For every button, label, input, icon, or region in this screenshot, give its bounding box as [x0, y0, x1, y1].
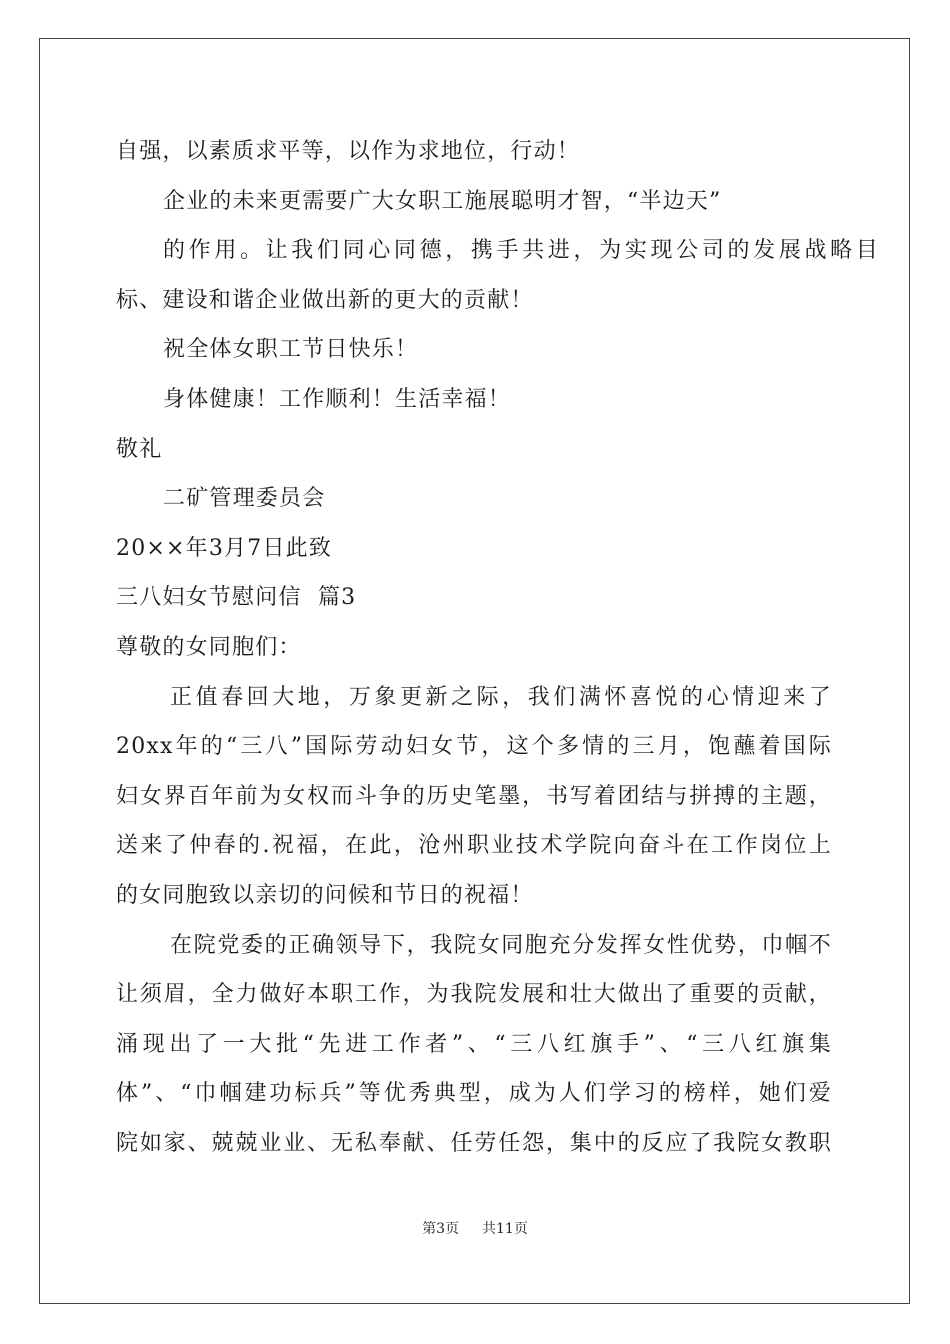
text-line: 妇女界百年前为女权而斗争的历史笔墨，书写着团结与拼搏的主题， [116, 783, 832, 809]
text-line: 送来了仲春的.祝福，在此，沧州职业技术学院向奋斗在工作岗位上 [116, 833, 832, 859]
text-line: 体”、“巾帼建功标兵”等优秀典型，成为人们学习的榜样，她们爱 [116, 1081, 832, 1107]
section-title: 三八妇女节慰问信 篇3 [116, 585, 357, 611]
signature-org: 二矿管理委员会 [163, 486, 326, 512]
text-line: 院如家、兢兢业业、无私奉献、任劳任怨，集中的反应了我院女教职 [116, 1130, 832, 1156]
signature-date: 20××年3月7日此致 [116, 535, 333, 561]
document-body [116, 127, 879, 1168]
text-line: 企业的未来更需要广大女职工施展聪明才智，“半边天” [163, 188, 722, 214]
page-number: 第3页 [422, 1221, 460, 1237]
text-line: 的女同胞致以亲切的问候和节日的祝福！ [116, 882, 534, 908]
total-pages: 共11页 [482, 1221, 528, 1237]
text-line: 的作用。让我们同心同德，携手共进，为实现公司的发展战略目 [163, 238, 879, 264]
text-line: 自强，以素质求平等，以作为求地位，行动！ [116, 139, 581, 164]
salutation: 敬礼 [116, 436, 163, 462]
text-line: 身体健康！工作顺利！生活幸福！ [163, 386, 512, 412]
text-line: 涌现出了一大批“先进工作者”、“三八红旗手”、“三八红旗集 [116, 1031, 832, 1057]
text-line: 标、建设和谐企业做出新的更大的贡献！ [116, 287, 534, 313]
text-line: 祝全体女职工节日快乐！ [163, 337, 419, 363]
text-line: 在院党委的正确领导下，我院女同胞充分发挥女性优势，巾帼不 [170, 932, 832, 958]
text-line: 20xx年的“三八”国际劳动妇女节，这个多情的三月，饱蘸着国际 [116, 734, 832, 760]
greeting: 尊敬的女同胞们： [116, 634, 302, 660]
page-footer [0, 1218, 950, 1238]
text-line: 让须眉，全力做好本职工作，为我院发展和壮大做出了重要的贡献， [116, 982, 832, 1008]
text-line: 正值春回大地，万象更新之际，我们满怀喜悦的心情迎来了 [170, 684, 832, 710]
